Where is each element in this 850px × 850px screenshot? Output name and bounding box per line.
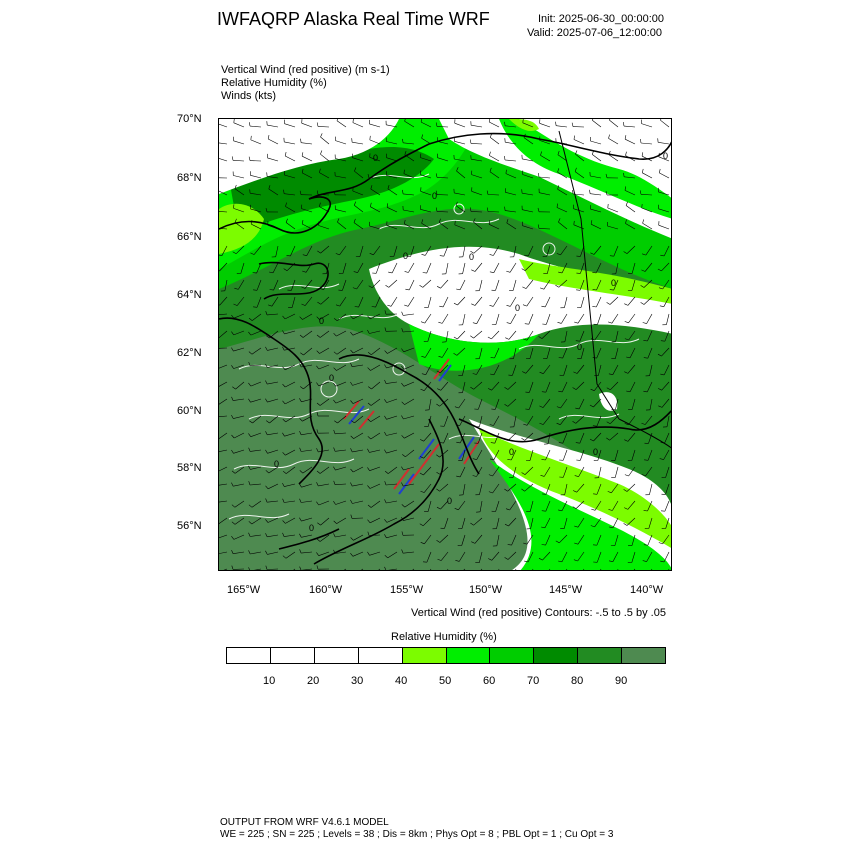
colorbar-swatch: [314, 648, 358, 663]
map-panel: [218, 118, 672, 571]
colorbar-swatch: [577, 648, 621, 663]
contour-zero-label: 0: [577, 342, 583, 352]
field-label-relative-humidity: Relative Humidity (%): [221, 77, 327, 89]
field-label-winds: Winds (kts): [221, 90, 276, 102]
humidity-shading: [219, 119, 672, 571]
contour-zero-label: 0: [447, 496, 453, 506]
contour-note: Vertical Wind (red positive) Contours: -.5 to .5 by .05: [411, 607, 666, 619]
lon-label: 150°W: [469, 584, 503, 596]
colorbar-label: 10: [263, 675, 276, 687]
contour-zero-label: 0: [432, 191, 438, 201]
contour-zero-label: 0: [274, 459, 280, 469]
lat-label: 68°N: [177, 172, 202, 184]
contour-zero-label: 0: [663, 151, 669, 161]
colorbar-label: 60: [483, 675, 496, 687]
lon-label: 140°W: [630, 584, 664, 596]
lat-label: 58°N: [177, 462, 202, 474]
field-label-vertical-wind: Vertical Wind (red positive) (m s-1): [221, 64, 390, 76]
colorbar-label: 80: [571, 675, 584, 687]
lon-label: 165°W: [227, 584, 261, 596]
contour-zero-label: 0: [611, 278, 617, 288]
contour-zero-label: 0: [403, 251, 409, 261]
init-time: Init: 2025-06-30_00:00:00: [538, 13, 664, 25]
lat-label: 56°N: [177, 520, 202, 532]
colorbar-swatch: [621, 648, 665, 663]
colorbar-label: 30: [351, 675, 364, 687]
contour-zero-label: 0: [509, 447, 515, 457]
valid-time: Valid: 2025-07-06_12:00:00: [527, 27, 662, 39]
contour-zero-label: 0: [515, 303, 521, 313]
contour-zero-label: 0: [593, 447, 599, 457]
colorbar-label: 40: [395, 675, 408, 687]
colorbar-label: 90: [615, 675, 628, 687]
contour-zero-label: 0: [373, 153, 379, 163]
colorbar-swatch: [489, 648, 533, 663]
lon-label: 145°W: [549, 584, 583, 596]
lat-label: 62°N: [177, 347, 202, 359]
colorbar-label: 20: [307, 675, 320, 687]
lat-label: 70°N: [177, 113, 202, 125]
contour-zero-label: 0: [309, 523, 315, 533]
colorbar-swatch: [402, 648, 446, 663]
contour-zero-label: 0: [319, 316, 325, 326]
colorbar-swatch: [227, 648, 270, 663]
contour-zero-label: 0: [469, 252, 475, 262]
colorbar: [226, 647, 666, 664]
map-canvas: [219, 119, 672, 571]
contour-zero-label: 0: [329, 373, 335, 383]
lat-label: 60°N: [177, 405, 202, 417]
lat-label: 66°N: [177, 231, 202, 243]
lon-label: 160°W: [309, 584, 343, 596]
colorbar-swatch: [446, 648, 490, 663]
colorbar-label: 70: [527, 675, 540, 687]
lon-label: 155°W: [390, 584, 424, 596]
footer-model: OUTPUT FROM WRF V4.6.1 MODEL: [220, 817, 389, 828]
colorbar-swatch: [270, 648, 314, 663]
colorbar-swatch: [533, 648, 577, 663]
colorbar-label: 50: [439, 675, 452, 687]
footer-settings: WE = 225 ; SN = 225 ; Levels = 38 ; Dis = 8km ; Phys Opt = 8 ; PBL Opt = 1 ; Cu Opt = 3: [220, 829, 614, 840]
colorbar-title: Relative Humidity (%): [391, 631, 497, 643]
plot-title: IWFAQRP Alaska Real Time WRF: [217, 9, 490, 29]
lat-label: 64°N: [177, 289, 202, 301]
colorbar-swatch: [358, 648, 402, 663]
